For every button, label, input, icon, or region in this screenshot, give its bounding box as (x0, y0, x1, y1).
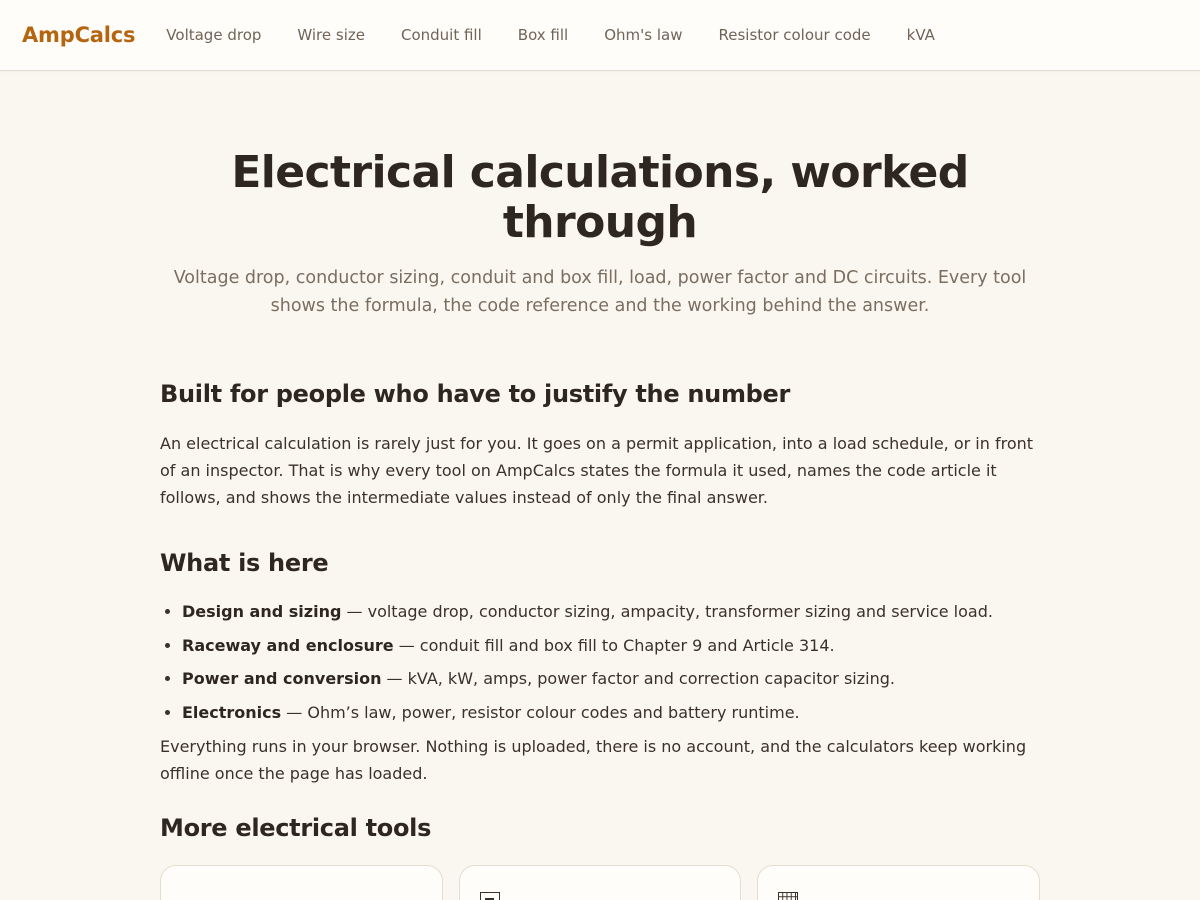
main-nav (166, 26, 971, 44)
main-content (160, 71, 1040, 900)
nav-link-conduit-fill[interactable]: Conduit fill (400, 26, 482, 44)
top-nav-bar (0, 0, 1200, 71)
feature-desc: — voltage drop, conductor sizing, ampacity, transformer sizing and service load. (341, 602, 993, 621)
list-item (182, 666, 1040, 691)
feature-term: Power and conversion (182, 669, 382, 688)
hero-section (160, 71, 1040, 320)
feature-desc: — Ohm’s law, power, resistor colour codes and battery runtime. (281, 702, 800, 722)
nav-link-voltage-drop[interactable]: Voltage drop (166, 26, 262, 44)
built-for-paragraph: An electrical calculation is rarely just for you. It goes on a permit application, into a load schedule, or in front of an inspector. That is why every tool on AmpCalcs states the formula it used, names the code article it follows, and shows the intermediate values instead of only the final answer. (160, 434, 1034, 507)
feature-term: Electronics (182, 702, 282, 722)
list-item (182, 700, 1040, 725)
brand-logo-link[interactable]: AmpCalcs (22, 23, 136, 47)
list-item (182, 633, 1040, 658)
tool-card[interactable] (757, 865, 1040, 900)
built-for-heading: Built for people who have to justify the number (160, 380, 791, 408)
nav-link-wire-size[interactable]: Wire size (297, 26, 365, 44)
nav-link-kva[interactable]: kVA (906, 26, 935, 44)
list-item (182, 599, 1040, 624)
nav-link-resistor-colour-code[interactable]: Resistor colour code (718, 26, 871, 44)
feature-term: Raceway and enclosure (182, 635, 394, 655)
nav-link-box-fill[interactable]: Box fill (517, 26, 569, 44)
feature-desc: — kVA, kW, amps, power factor and correction capacitor sizing. (381, 669, 895, 688)
nav-link-ohms-law[interactable]: Ohm's law (604, 26, 683, 44)
what-is-here-heading: What is here (160, 549, 329, 577)
tool-cards (160, 865, 1040, 900)
grid-icon (778, 892, 798, 900)
what-is-here-section (160, 549, 1040, 787)
feature-list (160, 599, 1040, 725)
feature-term: Design and sizing (182, 602, 342, 621)
more-tools-heading: More electrical tools (160, 814, 432, 842)
box-icon (480, 892, 500, 900)
offline-note: Everything runs in your browser. Nothing is uploaded, there is no account, and the calculators keep working offline once the page has loaded. (160, 737, 1027, 783)
page-subtitle: Voltage drop, conductor sizing, conduit and box fill, load, power factor and DC circuits. Every tool shows the formula, the code reference and the working behind the answer. (173, 268, 1027, 316)
tool-card[interactable] (459, 865, 742, 900)
built-for-section (160, 380, 1040, 511)
tool-card[interactable] (160, 865, 443, 900)
feature-desc: — conduit fill and box fill to Chapter 9 and Article 314. (393, 635, 835, 655)
more-tools-section (160, 814, 1040, 900)
page-title: Electrical calculations, worked through (231, 147, 969, 248)
